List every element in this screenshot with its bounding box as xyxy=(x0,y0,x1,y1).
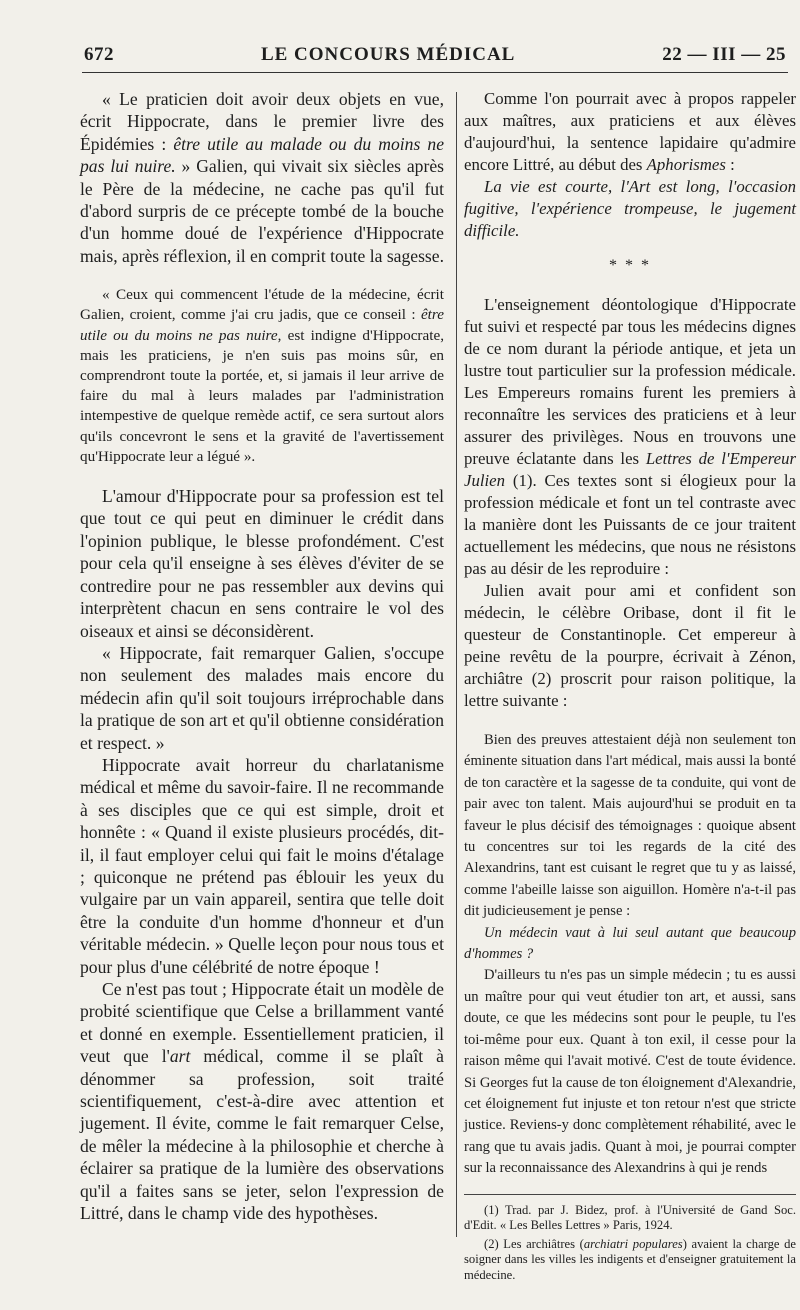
header-rule xyxy=(82,72,788,73)
letter-paragraph: Bien des preuves attestaient déjà non seulement ton éminente situation dans l'art médical, mais aussi la bonté de ton caractère et la sagesse de ta conduite, qui vont de pair avec ton talent. Mais aujourd'hui se produit en ta faveur le plus décisif des témoignages : quoique absent tu concentres sur toi les regards de la cité des Alexandrins, tant est cuisant le regret que tu y as laissé, comme l'abeille laisse son aiguillon. Homère n'a-t-il pas dit judicieusement je pense : xyxy=(464,732,796,920)
issue-date: 22 — III — 25 xyxy=(662,44,786,65)
paragraph: « Le praticien doit avoir deux objets en vue, écrit Hippocrate, dans le premier livre des Épidémies : être utile au malade ou du moins ne pas lui nuire. » Galien, qui vivait six siècles après le Père de la médecine, ne cache pas qu'il fut d'abord surpris de ce précepte tombé de la bouche d'un homme doué de l'expérience d'Hippocrate mais, après réflexion, il en comprit toute la sagesse. xyxy=(80,89,445,266)
aphorism: La vie est courte, l'Art est long, l'occasion fugitive, l'expérience trompeuse, le jugement difficile. xyxy=(464,177,796,240)
page-number: 672 xyxy=(84,44,114,65)
footnote-1: (1) Trad. par J. Bidez, prof. à l'Université de Gand Soc. d'Edit. « Les Belles Lettres » Paris, 1924. xyxy=(464,1202,796,1233)
paragraph: Julien avait pour ami et confident son médecin, le célèbre Oribase, dont il fit le questeur de Constantinople. Cet empereur à peine revêtu de la pourpre, écrivait à Zénon, archiâtre (2) proscrit pour raison politique, la lettre suivante : xyxy=(464,581,796,710)
letter-quote: Un médecin vaut à lui seul autant que beaucoup d'hommes ? xyxy=(464,924,796,963)
right-column xyxy=(464,88,796,1287)
paragraph: Hippocrate avait horreur du charlatanisme médical et même du savoir-faire. Il ne recommande à ses disciples que ce qui est simple, droit et honnête : « Quand il existe plusieurs procédés, dit-il, il faut employer celui qui fait le moins d'étalage ; quiconque ne prétend pas éblouir les yeux du vulgaire par un vain appareil, sentira que telle doit être la conduite d'un homme d'honneur et d'un véritable médecin. » Quelle leçon pour nous tous et pour plus d'une célébrité de notre époque ! xyxy=(80,754,444,977)
paragraph: L'enseignement déontologique d'Hippocrate fut suivi et respecté par tous les médecins dignes de ce nom durant la période antique, et jeta un lustre tout particulier sur la profession médicale. Les Empereurs romains furent les premiers à reconnaître les services des praticiens et à leur assurer des privilèges. Nous en trouvons une preuve éclatante dans les Lettres de l'Empereur Julien (1). Ces textes sont si élogieux pour la profession médicale et font un tel contraste avec la manière dont les Puissants de ce jour traitent actuellement les médecins, que nous ne résistons pas au désir de les reproduire : xyxy=(464,295,796,578)
left-column xyxy=(80,88,444,1224)
galien-quote: « Ceux qui commencent l'étude de la médecine, écrit Galien, croient, comme j'ai cru jadis, que ce conseil : être utile ou du moins ne pas nuire, est indigne d'Hippocrate, mais les praticiens, je n'en suis pas moins sûr, en comprendront toute la portée, et, si jamais il leur arrive de faire du mal à leurs malades par l'administration intempestive de quelque remède actif, ce sera surtout alors qu'ils concevront le sens et la gravité de l'avertissement qu'Hippocrate leur a légué ». xyxy=(80,286,444,465)
paragraph: Comme l'on pourrait avec à propos rappeler aux maîtres, aux praticiens et aux élèves d'aujourd'hui, la sentence lapidaire qu'admire encore Littré, au début des Aphorismes : xyxy=(464,89,796,174)
footnotes xyxy=(464,1194,796,1284)
paragraph: L'amour d'Hippocrate pour sa profession est tel que tout ce qui peut en diminuer le crédit dans l'opinion publique, le blesse profondément. C'est pour cela qu'il enseigne à ses élèves d'éviter de se contredire pour ne pas ressembler aux devins qui interprètent chacun en sens contraire le vol des oiseaux et ainsi se déconsidèrent. xyxy=(80,486,444,641)
journal-title: LE CONCOURS MÉDICAL xyxy=(260,44,516,65)
paragraph: « Hippocrate, fait remarquer Galien, s'occupe non seulement des malades mais encore du médecin afin qu'il soit toujours irréprochable dans la pratique de son art et qu'il obtienne considération et respect. » xyxy=(80,642,444,753)
page-header xyxy=(84,42,786,68)
letter-paragraph: D'ailleurs tu n'es pas un simple médecin ; tu es aussi un maître pour qui veut étudier ton art, et aussi, sans doute, ce que les médecins sont pour le peuple, tu l'es toi-même pour eux. Quant à ton exil, il cesse pour la raison même qui l'avait motivé. C'est de toute évidence. Si Georges fut la cause de ton éloignement d'Alexandrie, cet éloignement fut injuste et ton retour n'est que stricte justice. Reviens-y donc complètement réhabilité, avec le rang que tu avais jadis. Quant à moi, je pourrai compter sur la reconnaissance des Alexandrins à qui je rends xyxy=(464,967,796,1177)
section-separator: * * * xyxy=(609,257,651,274)
column-divider xyxy=(456,92,457,1237)
footnote-2: (2) Les archiâtres (archiatri populares) avaient la charge de soigner dans les villes les indigents et d'enseigner gratuitement la médecine. xyxy=(464,1236,797,1282)
paragraph: Ce n'est pas tout ; Hippocrate était un modèle de probité scientifique que Celse a brillamment vanté et donné en exemple. Essentiellement praticien, il veut que l'art médical, comme il se plaît à dénommer sa profession, soit traité scientifiquement, c'est-à-dire avec attention et jugement. Il évite, comme le fait remarquer Celse, de mêler la médecine à la philosophie et cherche à éclairer sa pratique de la lumière des observations qu'il a faites sans se jeter, selon l'expression de Littré, dans le champ vide des hypothèses. xyxy=(80,979,444,1224)
